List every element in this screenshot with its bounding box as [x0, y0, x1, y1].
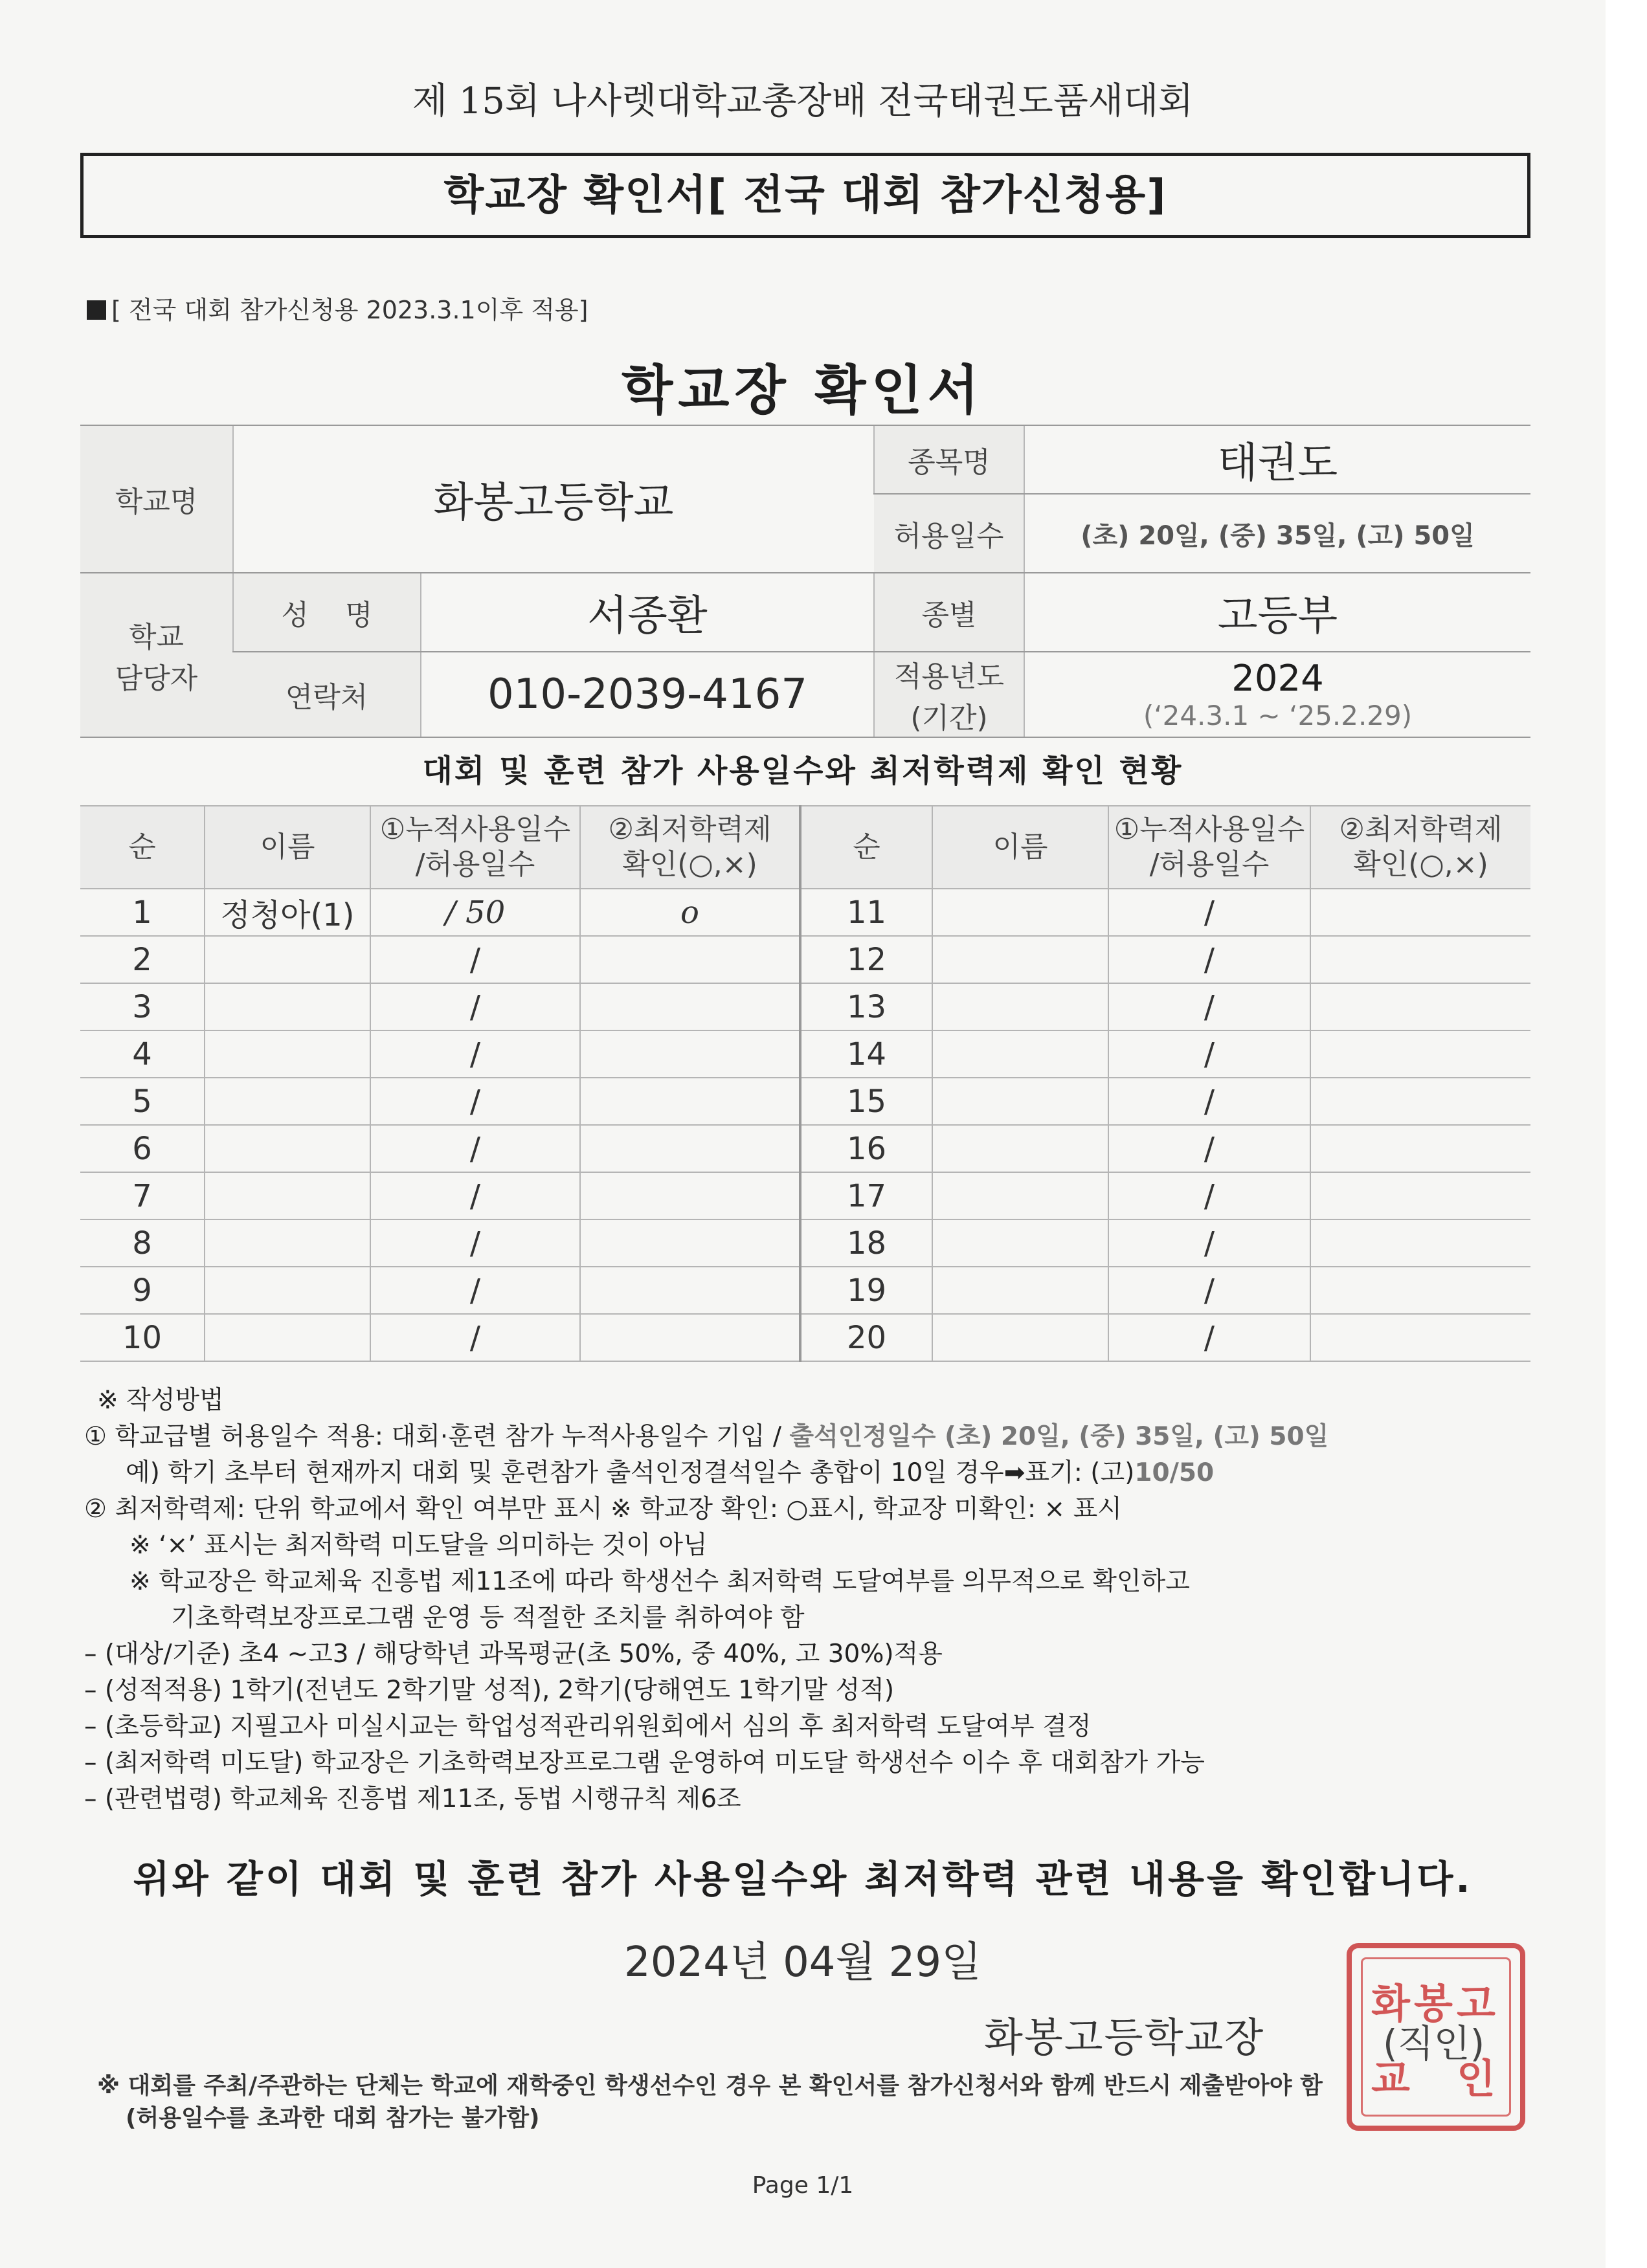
applied-year-label — [874, 652, 1024, 737]
school-name-label: 학교명 — [80, 425, 233, 573]
right-min-academic-check-cell — [1310, 936, 1530, 983]
footer-note-line2: (허용일수를 초과한 대회 참가는 불가함) — [126, 2105, 540, 2131]
participation-status-table — [80, 805, 1530, 1362]
applied-year-label-line1: 적용년도 — [894, 660, 1005, 693]
right-row-number-cell: 12 — [800, 936, 932, 983]
col-header-check — [580, 806, 800, 889]
table-header-row — [80, 806, 1530, 889]
athlete-name-cell — [205, 1125, 370, 1172]
instructions-heading: ※ 작성방법 — [97, 1386, 224, 1415]
square-bullet-icon — [87, 300, 106, 320]
table-row — [80, 1125, 1530, 1172]
applied-year-value: 2024 — [1231, 658, 1324, 700]
allowed-days-value: (초) 20일, (중) 35일, (고) 50일 — [1024, 494, 1530, 573]
right-athlete-name-cell — [932, 983, 1108, 1030]
right-athlete-name-cell — [932, 1219, 1108, 1267]
col-header-no: 순 — [80, 806, 205, 889]
right-athlete-name-cell — [932, 1078, 1108, 1125]
row-number-cell: 4 — [80, 1030, 205, 1078]
detail-grades: – (성적적용) 1학기(전년도 2학기말 성적), 2학기(당해연도 1학기말 성적) — [84, 1676, 895, 1705]
days-used-cell: / — [370, 983, 580, 1030]
col-header-check-line1: ②최저학력제 — [608, 813, 772, 846]
right-min-academic-check-cell — [1310, 1030, 1530, 1078]
applied-year-cell — [1024, 652, 1530, 737]
right-row-number-cell: 20 — [800, 1314, 932, 1361]
detail-laws: – (관련법령) 학교체육 진흥법 제11조, 동법 시행규칙 제6조 — [84, 1784, 741, 1814]
phone-value: 010-2039-4167 — [421, 652, 874, 737]
table-row — [80, 936, 1530, 983]
title-box-text: 학교장 확인서[ 전국 대회 참가신청용] — [443, 172, 1167, 219]
contact-person-label — [80, 573, 233, 737]
instruction-1-text: ① 학교급별 허용일수 적용: 대회·훈련 참가 누적사용일수 기입 / — [84, 1422, 790, 1451]
right-row-number-cell: 11 — [800, 889, 932, 936]
athlete-name-cell — [205, 983, 370, 1030]
row-number-cell: 9 — [80, 1267, 205, 1314]
right-row-number-cell: 13 — [800, 983, 932, 1030]
right-athlete-name-cell — [932, 1030, 1108, 1078]
col-header-check-right — [1310, 806, 1530, 889]
right-row-number-cell: 17 — [800, 1172, 932, 1219]
title-box — [80, 153, 1530, 238]
status-subtitle: 대회 및 훈련 참가 사용일수와 최저학력제 확인 현황 — [422, 753, 1183, 789]
right-days-used-cell: / — [1108, 1219, 1310, 1267]
athlete-name-cell — [205, 936, 370, 983]
table-row — [80, 889, 1530, 936]
table-row — [80, 1172, 1530, 1219]
application-note — [87, 290, 588, 326]
row-number-cell: 3 — [80, 983, 205, 1030]
right-athlete-name-cell — [932, 1267, 1108, 1314]
col-header-no-right: 순 — [800, 806, 932, 889]
event-title: 제 15회 나사렛대학교총장배 전국태권도품새대회 — [412, 80, 1194, 122]
table-row — [80, 983, 1530, 1030]
right-min-academic-check-cell — [1310, 1172, 1530, 1219]
instruction-4-cont: 기초학력보장프로그램 운영 등 적절한 조치를 취하여야 함 — [171, 1603, 805, 1632]
days-used-cell: / — [370, 1172, 580, 1219]
table-row — [80, 1078, 1530, 1125]
instruction-3: ※ ‘×’ 표시는 최저학력 미도달을 의미하는 것이 아님 — [129, 1531, 708, 1560]
right-min-academic-check-cell — [1310, 1267, 1530, 1314]
row-number-cell: 10 — [80, 1314, 205, 1361]
table-row — [80, 1219, 1530, 1267]
min-academic-check-cell — [580, 1314, 800, 1361]
instruction-4: ※ 학교장은 학교체육 진흥법 제11조에 따라 학생선수 최저학력 도달여부를 의무적으로 확인하고 — [129, 1567, 1190, 1596]
right-min-academic-check-cell — [1310, 983, 1530, 1030]
category-value: 고등부 — [1024, 573, 1530, 652]
instruction-1 — [84, 1419, 1534, 1455]
writing-instructions — [84, 1383, 1534, 1818]
athlete-name-cell — [205, 1030, 370, 1078]
col-header-check-right-line1: ②최저학력제 — [1339, 813, 1503, 846]
table-body — [80, 889, 1530, 1361]
footer-note-line1: ※ 대회를 주최/주관하는 단체는 학교에 재학중인 학생선수인 경우 본 확인서를 참가신청서와 함께 반드시 제출받아야 함 — [97, 2073, 1323, 2099]
seal-glyph-1: 화 — [1371, 1980, 1410, 2027]
seal-glyph-3: 고 — [1457, 1980, 1496, 2027]
col-header-days-right-line2: /허용일수 — [1149, 848, 1270, 881]
right-row-number-cell: 15 — [800, 1078, 932, 1125]
instruction-1-days: 출석인정일수 (초) 20일, (중) 35일, (고) 50일 — [789, 1422, 1329, 1451]
right-days-used-cell: / — [1108, 1314, 1310, 1361]
athlete-name-cell — [205, 1078, 370, 1125]
seal-glyph-5: 인 — [1457, 2055, 1496, 2102]
right-days-used-cell: / — [1108, 1078, 1310, 1125]
days-used-cell: / — [370, 1030, 580, 1078]
min-academic-check-cell — [580, 1219, 800, 1267]
min-academic-check-cell — [580, 1030, 800, 1078]
col-header-days-line1: ①누적사용일수 — [379, 813, 571, 846]
right-days-used-cell: / — [1108, 1030, 1310, 1078]
col-header-days-line2: /허용일수 — [415, 848, 535, 881]
col-header-name-right: 이름 — [932, 806, 1108, 889]
right-athlete-name-cell — [932, 1125, 1108, 1172]
days-used-cell: / — [370, 1125, 580, 1172]
confirmation-date: 2024년 04월 29일 — [624, 1939, 981, 1986]
right-days-used-cell: / — [1108, 936, 1310, 983]
right-days-used-cell: / — [1108, 1125, 1310, 1172]
contact-person-label-line1: 학교 — [128, 621, 184, 654]
days-used-cell: / — [370, 936, 580, 983]
athlete-name-cell — [205, 1172, 370, 1219]
detail-below-minimum: – (최저학력 미도달) 학교장은 기초학력보장프로그램 운영하여 미도달 학생선수 이수 후 대회참가 가능 — [84, 1748, 1205, 1777]
days-used-cell: / — [370, 1219, 580, 1267]
table-row — [80, 1314, 1530, 1361]
row-number-cell: 7 — [80, 1172, 205, 1219]
table-row — [80, 1030, 1530, 1078]
confirmation-statement: 위와 같이 대회 및 훈련 참가 사용일수와 최저학력 관련 내용을 확인합니다. — [133, 1857, 1473, 1901]
contact-person-label-line2: 담당자 — [115, 662, 198, 695]
right-min-academic-check-cell — [1310, 1078, 1530, 1125]
min-academic-check-cell — [580, 936, 800, 983]
sport-value: 태권도 — [1024, 425, 1530, 494]
table-row — [80, 1267, 1530, 1314]
footer-note — [97, 2070, 1521, 2135]
sport-label: 종목명 — [874, 425, 1024, 494]
min-academic-check-cell — [580, 1267, 800, 1314]
seal-label: (직인) — [1383, 2021, 1485, 2065]
right-days-used-cell: / — [1108, 1172, 1310, 1219]
row-number-cell: 2 — [80, 936, 205, 983]
athlete-name-cell: 정청아(1) — [205, 889, 370, 936]
days-used-cell: / — [370, 1078, 580, 1125]
right-athlete-name-cell — [932, 1314, 1108, 1361]
col-header-days — [370, 806, 580, 889]
category-label: 종별 — [874, 573, 1024, 652]
athlete-name-cell — [205, 1219, 370, 1267]
contact-name-label: 성 명 — [233, 573, 421, 652]
detail-elementary: – (초등학교) 지필고사 미실시교는 학업성적관리위원회에서 심의 후 최저학력 도달여부 결정 — [84, 1712, 1092, 1741]
instruction-2: ② 최저학력제: 단위 학교에서 확인 여부만 표시 ※ 학교장 확인: ○표시, 학교장 미확인: × 표시 — [84, 1495, 1122, 1524]
right-athlete-name-cell — [932, 1172, 1108, 1219]
instruction-1-example-text: 예) 학기 초부터 현재까지 대회 및 훈련참가 출석인정결석일수 총합이 10일 경우➡표기: (고) — [126, 1458, 1135, 1487]
col-header-days-right — [1108, 806, 1310, 889]
right-days-used-cell: / — [1108, 983, 1310, 1030]
applied-year-period: (‘24.3.1 ~ ‘25.2.29) — [1143, 700, 1413, 731]
right-row-number-cell: 14 — [800, 1030, 932, 1078]
min-academic-check-cell: o — [580, 889, 800, 936]
row-number-cell: 1 — [80, 889, 205, 936]
right-row-number-cell: 16 — [800, 1125, 932, 1172]
page-number: Page 1/1 — [752, 2172, 854, 2199]
days-used-cell: / — [370, 1267, 580, 1314]
row-number-cell: 6 — [80, 1125, 205, 1172]
principal-signature: 화봉고등학교장 — [984, 2014, 1265, 2061]
col-header-check-line2: 확인(○,×) — [622, 848, 757, 881]
athlete-name-cell — [205, 1314, 370, 1361]
applied-year-label-line2: (기간) — [910, 702, 988, 735]
application-note-text: [ 전국 대회 참가신청용 2023.3.1이후 적용] — [111, 296, 588, 324]
right-min-academic-check-cell — [1310, 1219, 1530, 1267]
col-header-check-right-line2: 확인(○,×) — [1353, 848, 1488, 881]
seal-glyph-2: 봉 — [1414, 1980, 1453, 2027]
right-row-number-cell: 19 — [800, 1267, 932, 1314]
right-athlete-name-cell — [932, 936, 1108, 983]
contact-name-value: 서종환 — [421, 573, 874, 652]
min-academic-check-cell — [580, 983, 800, 1030]
col-header-name: 이름 — [205, 806, 370, 889]
allowed-days-label: 허용일수 — [874, 494, 1024, 573]
min-academic-check-cell — [580, 1172, 800, 1219]
athlete-name-cell — [205, 1267, 370, 1314]
right-min-academic-check-cell — [1310, 1125, 1530, 1172]
col-header-days-right-line1: ①누적사용일수 — [1114, 813, 1305, 846]
detail-target: – (대상/기준) 초4 ~고3 / 해당학년 과목평균(초 50%, 중 40%, 고 30%)적용 — [84, 1640, 943, 1669]
school-info-table — [80, 425, 1530, 738]
school-name-value: 화봉고등학교 — [233, 425, 874, 573]
main-title: 학교장 확인서 — [622, 360, 984, 421]
min-academic-check-cell — [580, 1125, 800, 1172]
days-used-cell: / — [370, 1314, 580, 1361]
seal-glyph-4: 교 — [1371, 2055, 1410, 2102]
instruction-1-example-value: 10/50 — [1134, 1458, 1215, 1487]
instruction-1-example — [84, 1455, 1534, 1491]
days-used-cell: / 50 — [370, 889, 580, 936]
phone-label: 연락처 — [233, 652, 421, 737]
right-min-academic-check-cell — [1310, 1314, 1530, 1361]
min-academic-check-cell — [580, 1078, 800, 1125]
right-athlete-name-cell — [932, 889, 1108, 936]
row-number-cell: 5 — [80, 1078, 205, 1125]
right-row-number-cell: 18 — [800, 1219, 932, 1267]
right-days-used-cell: / — [1108, 889, 1310, 936]
row-number-cell: 8 — [80, 1219, 205, 1267]
right-days-used-cell: / — [1108, 1267, 1310, 1314]
right-min-academic-check-cell — [1310, 889, 1530, 936]
scan-margin — [1606, 0, 1647, 2268]
